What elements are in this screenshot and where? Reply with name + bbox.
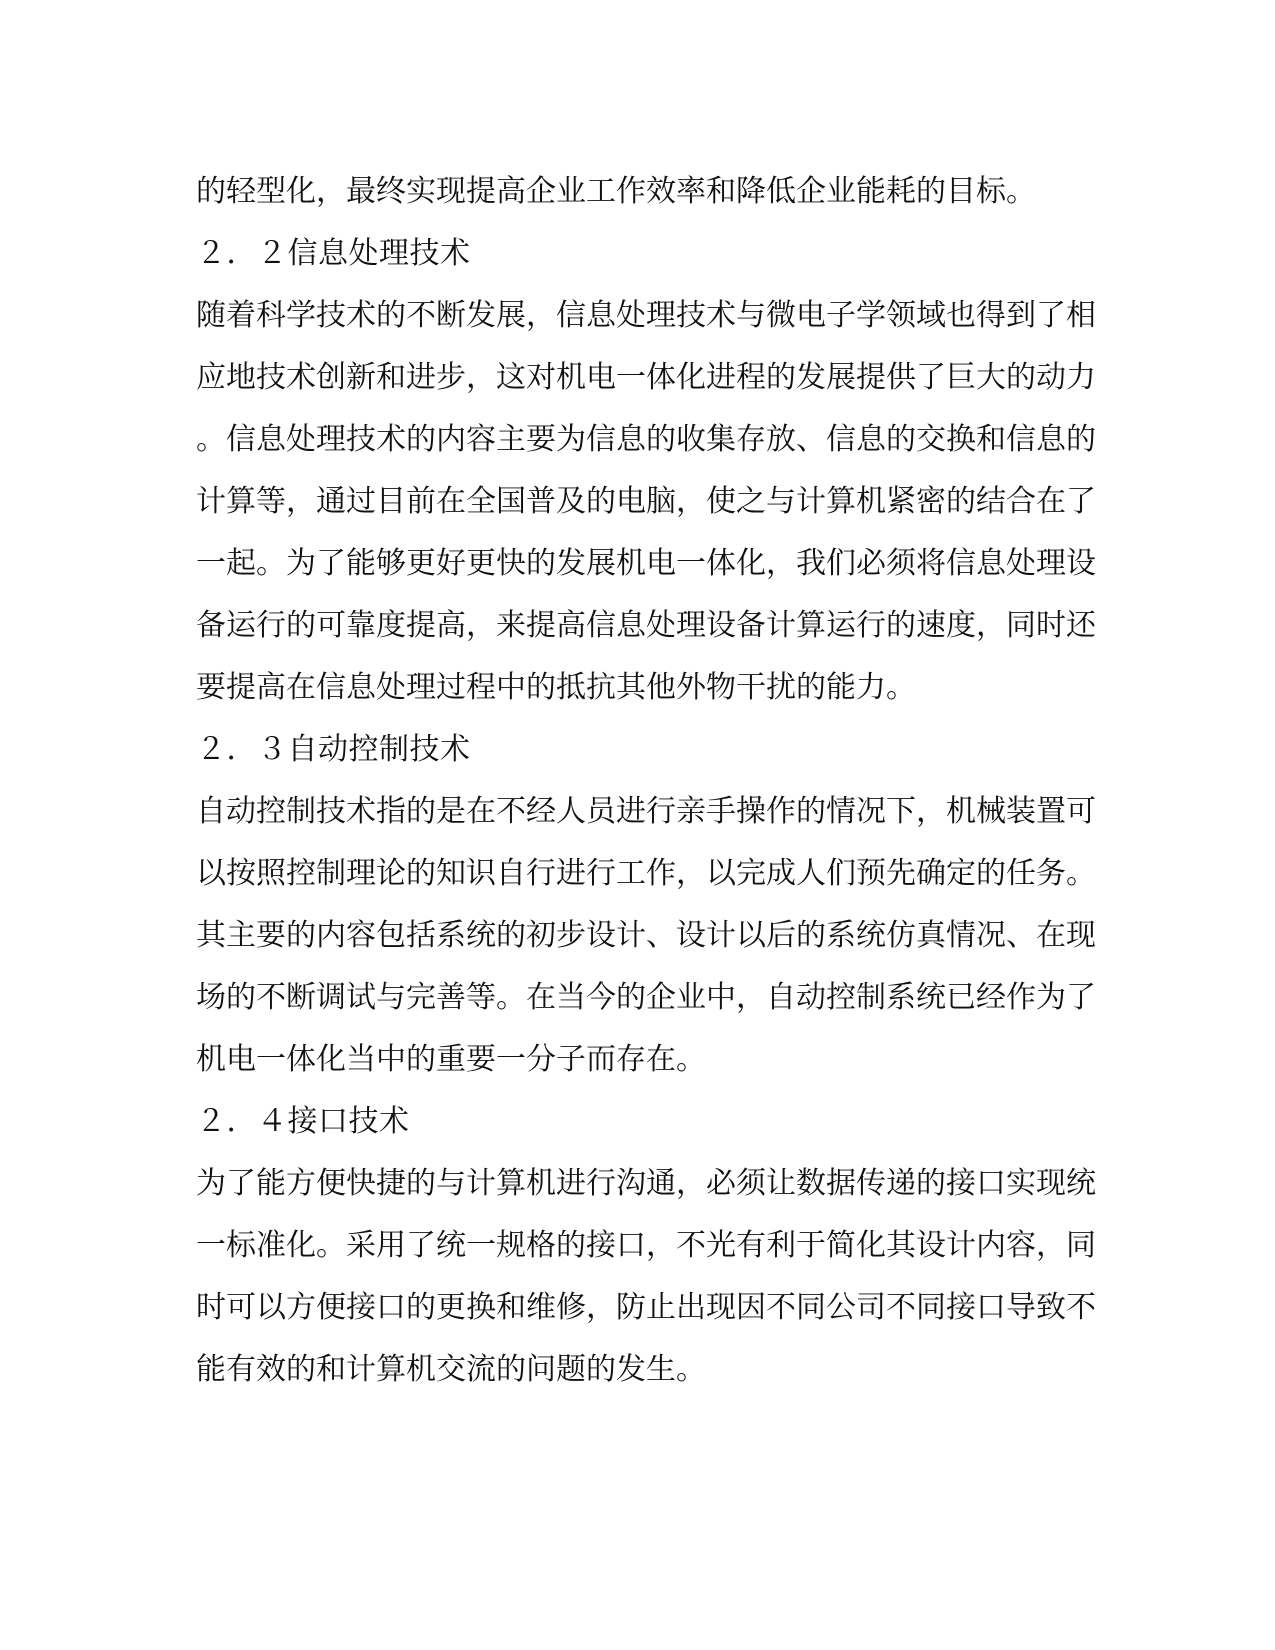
body-text-line: 能有效的和计算机交流的问题的发生。: [196, 1352, 706, 1387]
body-text-line: 计算等，通过目前在全国普及的电脑，使之与计算机紧密的结合在了: [196, 484, 1096, 519]
section-heading-2-3: ２．３自动控制技术: [196, 732, 471, 767]
body-text-line: 随着科学技术的不断发展，信息处理技术与微电子学领域也得到了相: [196, 298, 1096, 333]
body-text-line: 以按照控制理论的知识自行进行工作，以完成人们预先确定的任务。: [196, 856, 1096, 891]
section-heading-2-2: ２．２信息处理技术: [196, 236, 471, 271]
body-text-line: 的轻型化，最终实现提高企业工作效率和降低企业能耗的目标。: [196, 174, 1036, 209]
body-text-line: 自动控制技术指的是在不经人员进行亲手操作的情况下，机械装置可: [196, 794, 1096, 829]
body-text-line: 为了能方便快捷的与计算机进行沟通，必须让数据传递的接口实现统: [196, 1166, 1096, 1201]
body-text-line: 要提高在信息处理过程中的抵抗其他外物干扰的能力。: [196, 670, 916, 705]
body-text-line: 一标准化。采用了统一规格的接口，不光有利于简化其设计内容，同: [196, 1228, 1096, 1263]
body-text-line: 其主要的内容包括系统的初步设计、设计以后的系统仿真情况、在现: [196, 918, 1096, 953]
body-text-line: 。信息处理技术的内容主要为信息的收集存放、信息的交换和信息的: [196, 422, 1096, 457]
body-text-line: 时可以方便接口的更换和维修，防止出现因不同公司不同接口导致不: [196, 1290, 1096, 1325]
body-text-line: 场的不断调试与完善等。在当今的企业中，自动控制系统已经作为了: [196, 980, 1096, 1015]
section-heading-2-4: ２．４接口技术: [196, 1104, 410, 1139]
body-text-line: 应地技术创新和进步，这对机电一体化进程的发展提供了巨大的动力: [196, 360, 1096, 395]
body-text-line: 备运行的可靠度提高，来提高信息处理设备计算运行的速度，同时还: [196, 608, 1096, 643]
body-text-line: 机电一体化当中的重要一分子而存在。: [196, 1042, 706, 1077]
body-text-line: 一起。为了能够更好更快的发展机电一体化，我们必须将信息处理设: [196, 546, 1096, 581]
